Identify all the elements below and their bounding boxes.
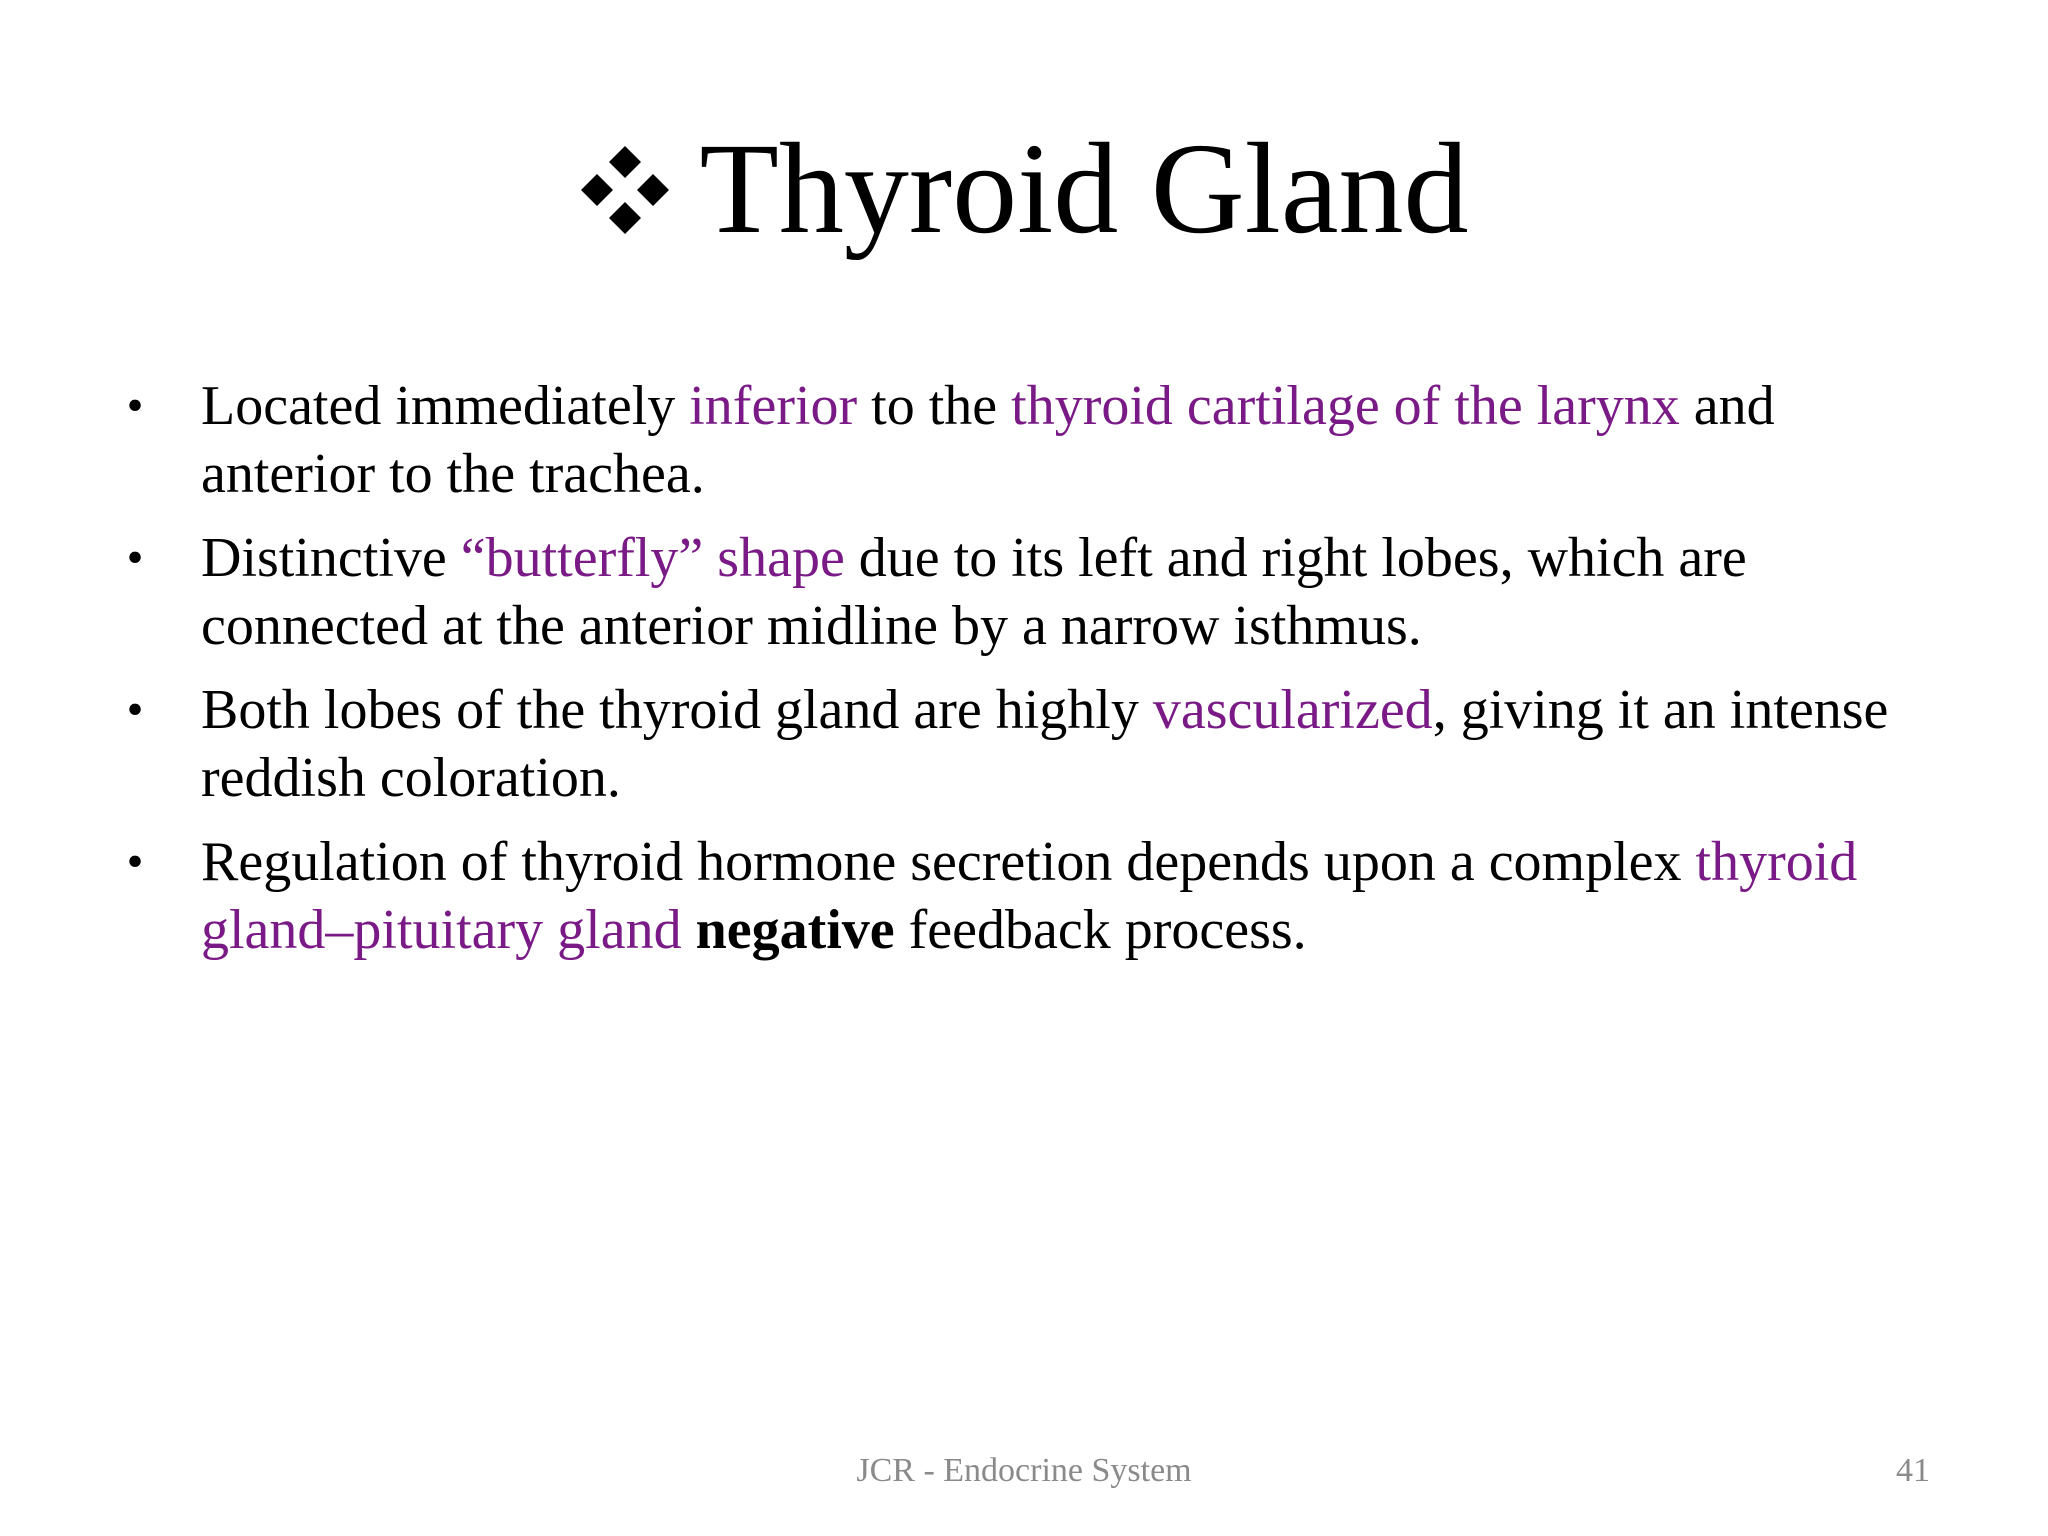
highlight-term: thyroid cartilage of the larynx (1011, 375, 1680, 437)
bullet-text: to the (857, 375, 1012, 437)
highlight-term: inferior (689, 375, 858, 437)
bullet-text (682, 899, 696, 961)
bullet-text: , giving it an intense reddish coloration. (201, 679, 1889, 809)
bullet-item (120, 828, 1960, 964)
slide-footer: JCR - Endocrine System (856, 1452, 1192, 1489)
highlight-term: “butterfly” shape (460, 527, 845, 589)
bullet-dot: • (126, 835, 144, 888)
bullet-dot: • (126, 683, 144, 736)
bullet-text: Located immediately (201, 375, 690, 437)
title-text: Thyroid Gland (699, 117, 1469, 261)
bullet-dot: • (126, 379, 144, 432)
bullet-item (120, 372, 1960, 508)
highlight-term: thyroid gland–pituitary gland (201, 831, 1858, 961)
bullet-text: Both lobes of the thyroid gland are highly (201, 679, 1153, 741)
highlight-term: vascularized (1152, 679, 1433, 741)
bullet-dot: • (126, 531, 144, 584)
bullet-item (120, 524, 1960, 660)
bullet-text: due to its left and right lobes, which are connected at the anterior midline by a narrow isthmus. (201, 527, 1747, 657)
bullet-item (120, 676, 1960, 812)
bullet-text: feedback process. (894, 899, 1307, 961)
bullet-text: Regulation of thyroid hormone secretion depends upon a complex (201, 831, 1696, 893)
slide-title (0, 118, 2048, 261)
bold-term: negative (695, 899, 895, 961)
bullet-text: and anterior to the trachea. (201, 375, 1775, 505)
bullet-text: Distinctive (201, 527, 461, 589)
bullet-list (120, 372, 1960, 980)
four-diamonds-bullet-icon (579, 144, 671, 236)
page-number: 41 (1896, 1452, 1930, 1489)
